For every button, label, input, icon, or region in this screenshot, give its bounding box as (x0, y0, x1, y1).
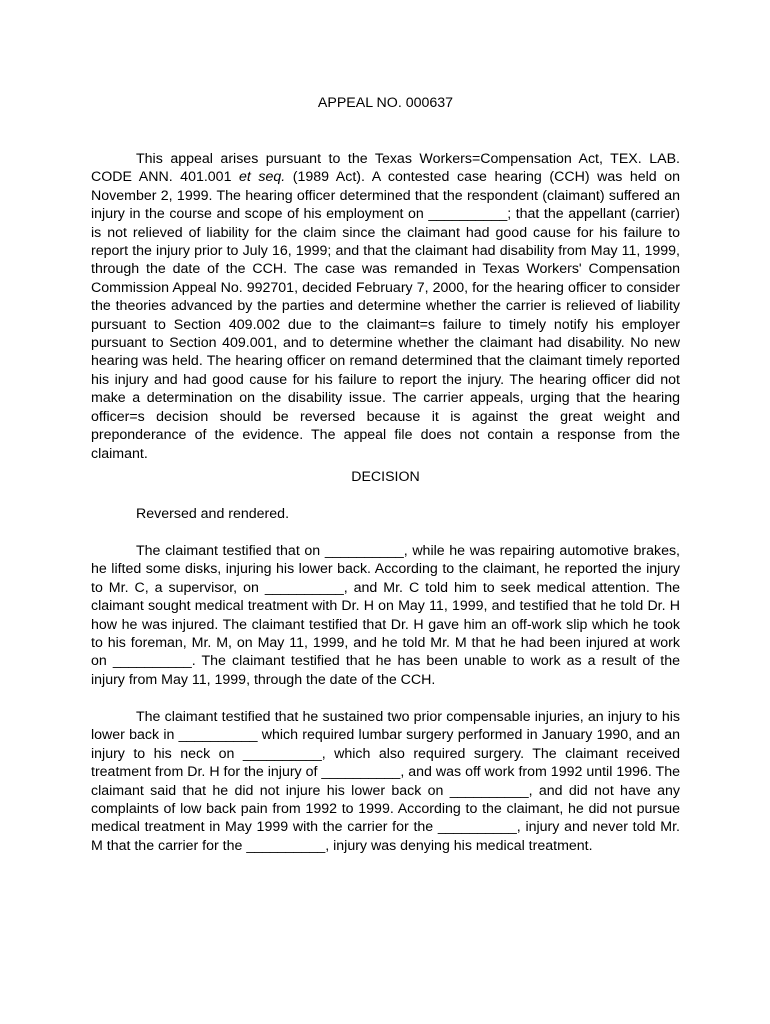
intro-text-italic: et seq. (239, 169, 286, 186)
intro-text-part1: This appeal arises pursuant to the Texas Workers=Compensation Act, TEX. LAB. CODE ANN. 401.001 (91, 151, 680, 186)
document-title: APPEAL NO. 000637 (317, 95, 454, 111)
decision-heading: DECISION (351, 469, 420, 485)
intro-paragraph (91, 150, 680, 463)
prior-injuries-paragraph: The claimant testified that he sustained two prior compensable injuries, an injury to his lower back in __________ which required lumbar surgery performed in January 1990, and an injury to his neck on __________, which also required surgery. The claimant received treatment from Dr. H for the injury of __________, and was off work from 1992 until 1996. The claimant said that he did not injure his lower back on __________, and did not have any complaints of low back pain from 1992 to 1999. According to the claimant, he did not pursue medical treatment in May 1999 with the carrier for the __________, injury and never told Mr. M that the carrier for the __________, injury was denying his medical treatment. (91, 709, 680, 854)
testimony-paragraph: The claimant testified that on __________, while he was repairing automotive brakes, he lifted some disks, injuring his lower back. According to the claimant, he reported the injury to Mr. C, a supervisor, on __________, and Mr. C told him to seek medical attention. The claimant sought medical treatment with Dr. H on May 11, 1999, and testified that he told Dr. H how he was injured. The claimant testified that Dr. H gave him an off-work slip which he took to his foreman, Mr. M, on May 11, 1999, and he told Mr. M that he had been injured at work on __________. The claimant testified that he has been unable to work as a result of the injury from May 11, 1999, through the date of the CCH. (91, 543, 680, 688)
intro-text-part2: (1989 Act). A contested case hearing (CCH) was held on November 2, 1999. The hearing officer determined that the respondent (claimant) suffered an injury in the course and scope of his employment on __________; that the appellant (carrier) is not relieved of liability for the claim since the claimant had good cause for his failure to report the injury prior to July 16, 1999; and that the claimant had disability from May 11, 1999, through the date of the CCH. The case was remanded in Texas Workers' Compensation Commission Appeal No. 992701, decided February 7, 2000, for the hearing officer to consider the theories advanced by the parties and determine whether the carrier is relieved of liability pursuant to Section 409.002 due to the claimant=s failure to timely notify his employer pursuant to Section 409.001, and to determine whether the claimant had disability. No new hearing was held. The hearing officer on remand determined that the claimant timely reported his injury and had good cause for his failure to report the injury. The hearing officer did not make a determination on the disability issue. The carrier appeals, urging that the hearing officer=s decision should be reversed because it is against the great weight and preponderance of the evidence. The appeal file does not contain a response from the claimant. (91, 169, 680, 462)
disposition-paragraph: Reversed and rendered. (136, 506, 290, 522)
